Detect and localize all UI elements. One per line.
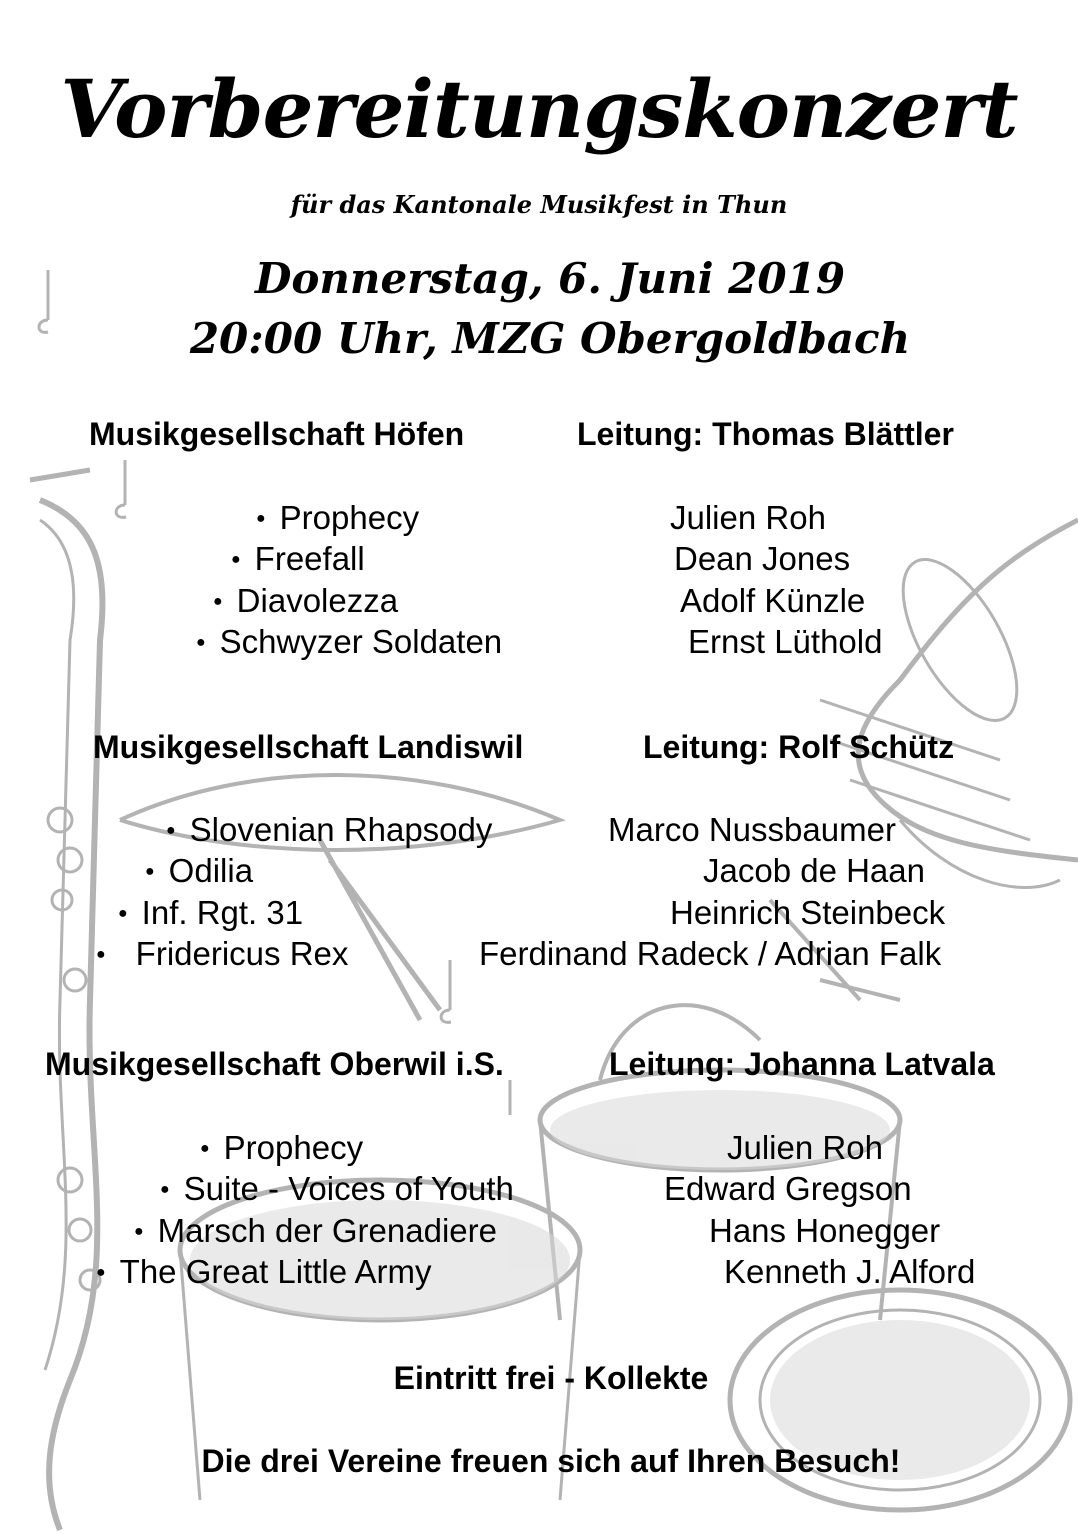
bullet-icon: ● xyxy=(145,863,155,880)
list-item xyxy=(231,540,365,578)
list-item xyxy=(256,499,419,537)
list-item xyxy=(134,1212,497,1250)
bullet-icon: ● xyxy=(196,634,206,651)
bullet-icon: ● xyxy=(213,593,223,610)
band-name: Musikgesellschaft Oberwil i.S. xyxy=(45,1046,504,1082)
piece-composer: Kenneth J. Alford xyxy=(724,1253,976,1290)
piece-composer: Ernst Lüthold xyxy=(688,623,883,660)
admission-text: Eintritt frei - Kollekte xyxy=(393,1360,709,1396)
piece-composer: Marco Nussbaumer xyxy=(608,811,896,848)
bullet-icon: ● xyxy=(256,510,266,527)
piece-title: Suite - Voices of Youth xyxy=(183,1170,514,1207)
piece-title: Prophecy xyxy=(279,499,420,536)
piece-composer: Dean Jones xyxy=(674,540,851,577)
list-item xyxy=(200,1129,363,1167)
piece-title: Freefall xyxy=(254,540,365,577)
band-name: Musikgesellschaft Landiswil xyxy=(93,729,524,765)
bullet-icon: ● xyxy=(160,1181,170,1198)
piece-title: Inf. Rgt. 31 xyxy=(141,894,304,931)
list-item xyxy=(96,935,348,973)
list-item xyxy=(96,1253,431,1291)
band-name: Musikgesellschaft Höfen xyxy=(89,416,465,452)
piece-composer: Edward Gregson xyxy=(664,1170,912,1207)
list-item xyxy=(166,811,492,849)
piece-composer: Heinrich Steinbeck xyxy=(670,894,946,931)
bullet-icon: ● xyxy=(96,1264,106,1281)
piece-composer: Adolf Künzle xyxy=(680,582,866,619)
bullet-icon: ● xyxy=(231,551,241,568)
piece-title: Slovenian Rhapsody xyxy=(189,811,493,848)
list-item xyxy=(118,894,303,932)
bullet-icon: ● xyxy=(166,822,176,839)
bullet-icon: ● xyxy=(200,1140,210,1157)
piece-title: Diavolezza xyxy=(236,582,399,619)
poster-subtitle: für das Kantonale Musikfest in Thun xyxy=(290,190,788,219)
bullet-icon: ● xyxy=(118,905,128,922)
list-item xyxy=(213,582,398,620)
piece-title: Prophecy xyxy=(223,1129,364,1166)
list-item xyxy=(145,852,253,890)
greeting-text: Die drei Vereine freuen sich auf Ihren Besuch! xyxy=(201,1443,901,1479)
list-item xyxy=(196,623,502,661)
concert-time-place: 20:00 Uhr, MZG Obergoldbach xyxy=(189,314,911,363)
piece-title: The Great Little Army xyxy=(119,1253,432,1290)
band-conductor: Leitung: Thomas Blättler xyxy=(577,416,954,452)
concert-date: Donnerstag, 6. Juni 2019 xyxy=(254,254,846,303)
piece-title: Schwyzer Soldaten xyxy=(219,623,503,660)
piece-composer: Hans Honegger xyxy=(709,1212,941,1249)
piece-composer: Julien Roh xyxy=(670,499,826,536)
band-conductor: Leitung: Johanna Latvala xyxy=(609,1046,995,1082)
bullet-icon: ● xyxy=(96,946,106,963)
poster-title: Vorbereitungskonzert xyxy=(60,62,1018,156)
piece-title: Marsch der Grenadiere xyxy=(157,1212,497,1249)
list-item xyxy=(160,1170,514,1208)
bullet-icon: ● xyxy=(134,1223,144,1240)
piece-composer: Julien Roh xyxy=(727,1129,883,1166)
piece-composer: Jacob de Haan xyxy=(703,852,925,889)
piece-title: Odilia xyxy=(168,852,254,889)
band-conductor: Leitung: Rolf Schütz xyxy=(643,729,955,765)
piece-title: Fridericus Rex xyxy=(135,935,349,972)
piece-composer: Ferdinand Radeck / Adrian Falk xyxy=(479,935,942,972)
